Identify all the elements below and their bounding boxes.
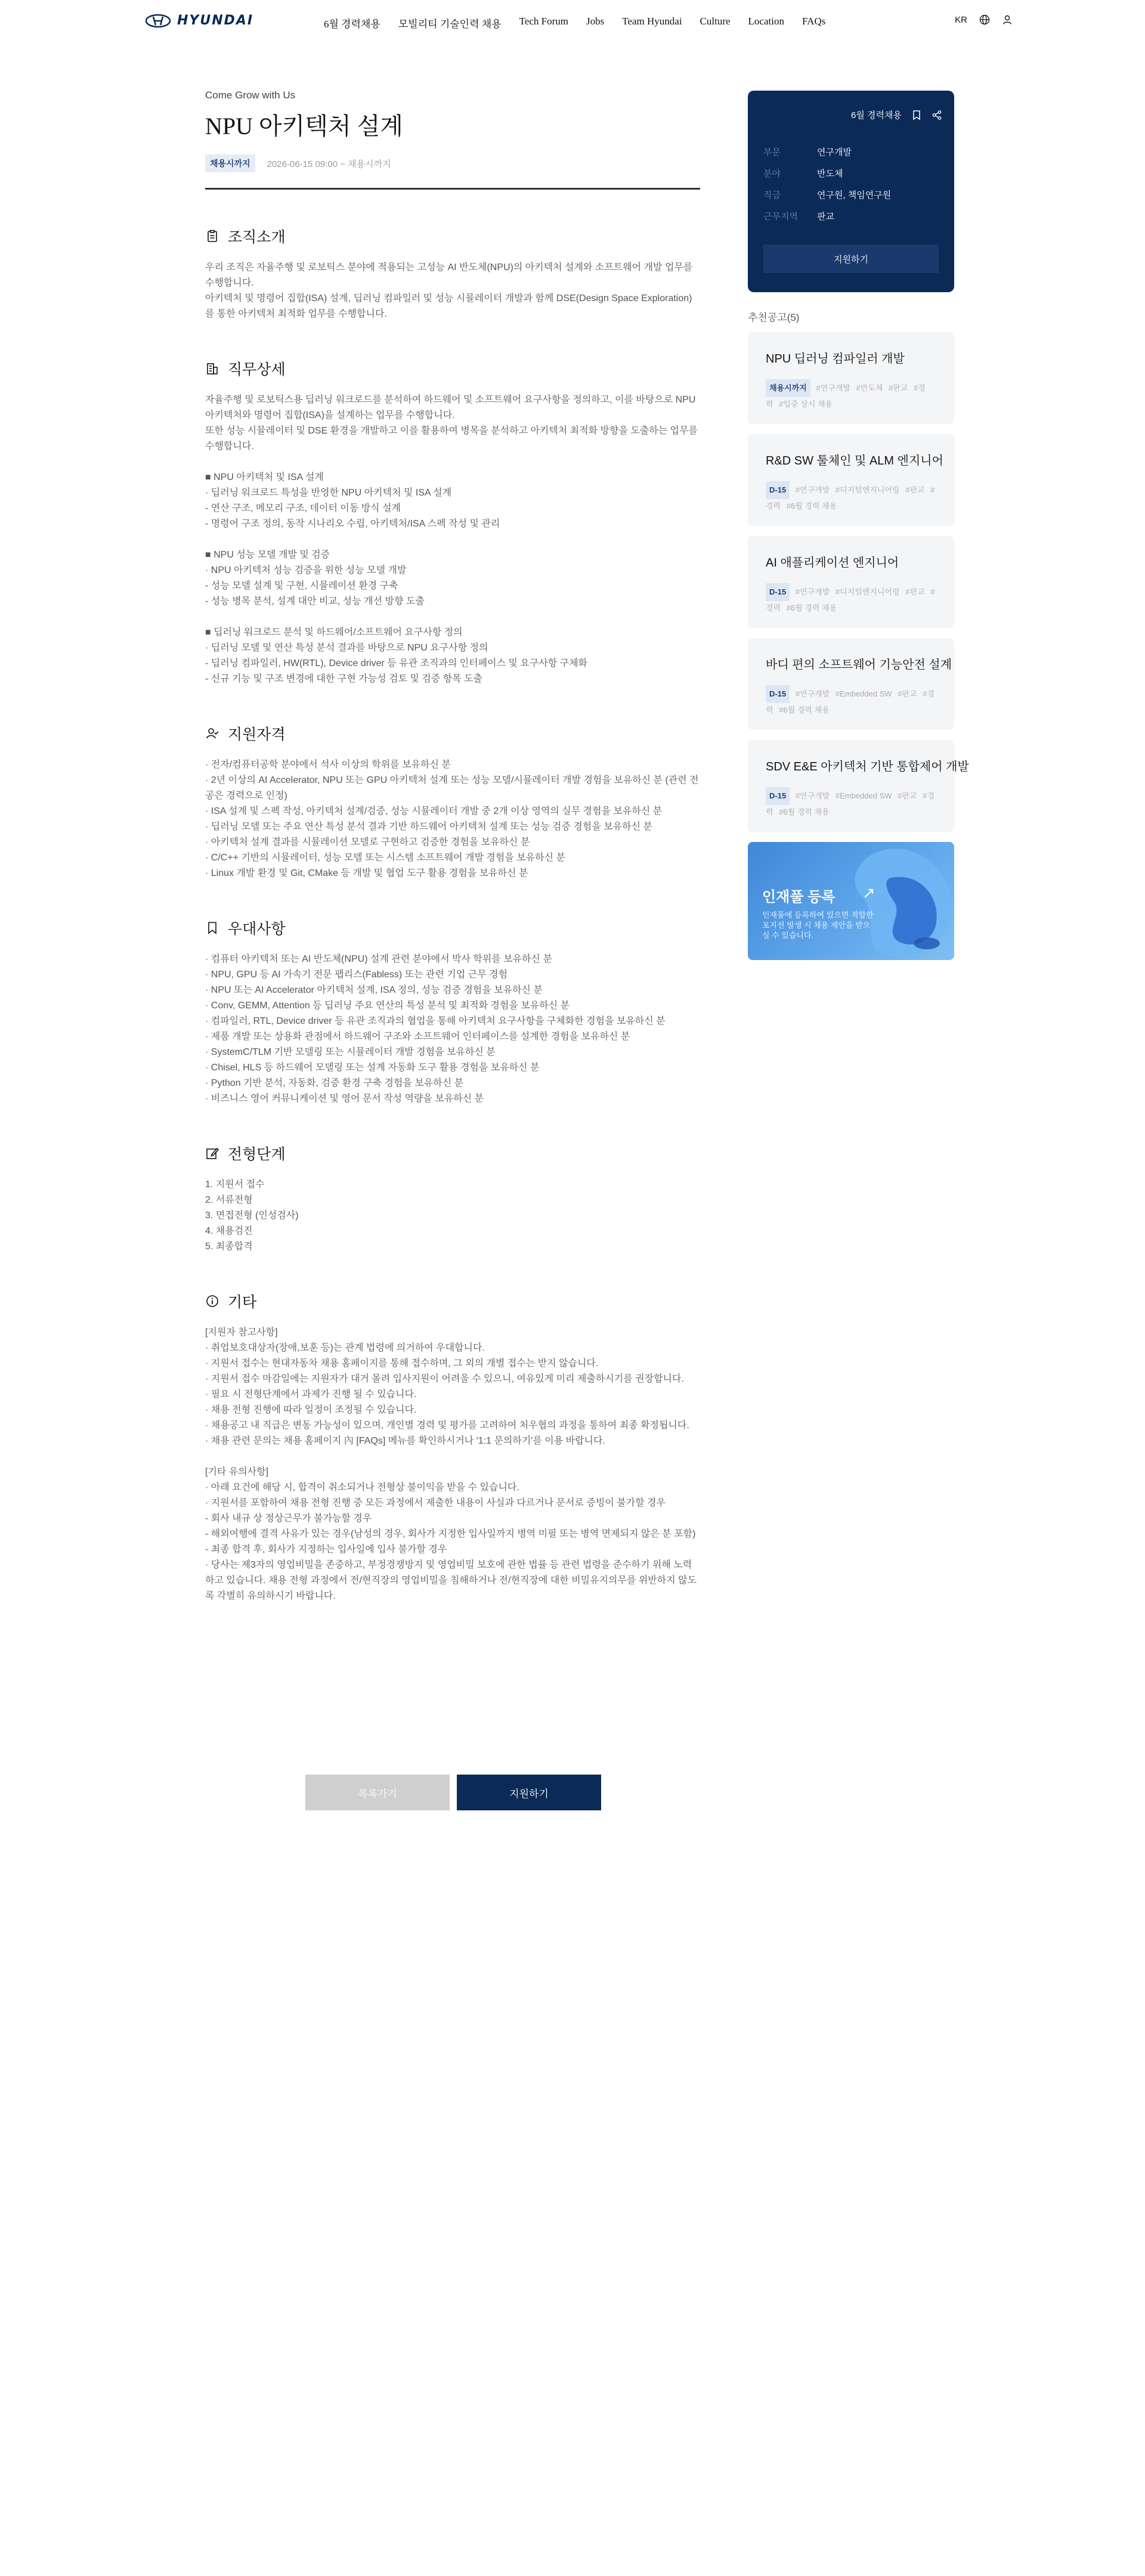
recommended-item[interactable] (748, 638, 954, 730)
recruit-label: 6월 경력채용 (851, 110, 902, 120)
info-key: 근무지역 (763, 211, 798, 222)
share-icon[interactable] (932, 110, 942, 120)
hashtag: #판교 (905, 587, 925, 596)
logo-wordmark: HYUNDAI (177, 13, 254, 28)
nav-tech-forum[interactable]: Tech Forum (519, 16, 568, 27)
hashtag: #판교 (889, 383, 908, 392)
dday-badge: D-15 (766, 787, 790, 805)
hashtag: #연구개발 (795, 485, 830, 494)
hashtag: #디지털엔지니어링 (835, 587, 900, 596)
section-body: · 컴퓨터 아키텍처 또는 AI 반도체(NPU) 설계 관련 분야에서 박사 학위를 보유하신 분 · NPU, GPU 등 AI 가속기 전문 팹리스(Fabless) 또는 관련 기업 근무 경험 · NPU 또는 AI Accelerator 아키텍처 설계, ISA 정의, 성능 검증 경험을 보유하신 분 · Conv, GEMM, Attention 등 딥러닝 주요 연산의 특성 분석 및 최적화 경험을 보유하신 분 · 컴파일러, RTL, Device driver 등 유관 조직과의 협업을 통해 아키텍처 요구사항을 구체화한 경험을 보유하신 분 · 제품 개발 또는 상용화 관점에서 하드웨어 구조와 소프트웨어 인터페이스를 설계한 경험을 보유하신 분 · SystemC/TLM 기반 모델링 또는 시뮬레이터 개발 경험을 보유하신 분 · Chisel, HLS 등 하드웨어 모델링 또는 설계 자동화 도구 활용 경험을 보유하신 분 · Python 기반 분석, 자동화, 검증 환경 구축 경험을 보유하신 분 · 비즈니스 영어 커뮤니케이션 및 영어 문서 작성 역량을 보유하신 분 (205, 954, 666, 1104)
hashtag: #판교 (905, 485, 925, 494)
hashtag: #경력 (766, 383, 926, 408)
section-header (205, 723, 700, 744)
main-nav (324, 16, 843, 30)
person-icon (205, 726, 219, 741)
nav-jobs[interactable]: Jobs (586, 16, 605, 27)
recommended-title[interactable]: AI 애플리케이션 엔지니어 (766, 556, 899, 569)
nav-location[interactable]: Location (748, 16, 784, 27)
recommended-title[interactable]: SDV E&E 아키텍처 기반 통합제어 개발 (766, 760, 969, 773)
section-header (205, 358, 700, 379)
global-header (0, 0, 1145, 44)
section-title: 지원자격 (228, 727, 286, 743)
banner-title: 인재풀 등록 (762, 889, 835, 905)
clipboard-icon (205, 229, 219, 243)
hashtag: #6월 경력 채용 (779, 705, 830, 714)
dday-badge: D-15 (766, 685, 790, 703)
hashtag: #판교 (898, 689, 917, 698)
recommended-item[interactable] (748, 536, 954, 628)
recommended-title[interactable]: R&D SW 툴체인 및 ALM 엔지니어 (766, 454, 943, 467)
decorative-3d-shape-icon (837, 842, 954, 960)
section-title: 우대사항 (228, 921, 286, 937)
nav-culture[interactable]: Culture (700, 16, 731, 27)
section-title: 기타 (228, 1295, 257, 1311)
recommended-title[interactable]: 바디 편의 소프트웨어 기능안전 설계 (766, 658, 952, 671)
info-row-division (763, 141, 891, 162)
status-badge: 채용시까지 (205, 154, 255, 172)
section-body: 자율주행 및 로보틱스용 딥러닝 워크로드를 분석하여 하드웨어 및 소프트웨어 요구사항을 정의하고, 이를 바탕으로 NPU 아키텍처와 명령어 집합(ISA)을 설계하는 업무를 수행합니다. 또한 성능 시뮬레이터 및 DSE 환경을 개발하고 이를 활용하여 병목을 분석하고 아키텍처 최적화 방향을 도출하는 업무를 수행합니다. ■ NPU 아키텍처 및 ISA 설계 · 딥러닝 워크로드 특성을 반영한 NPU 아키텍처 및 ISA 설계 - 연산 구조, 메모리 구조, 데이터 이동 방식 설계 - 명령어 구조 정의, 동작 시나리오 수립, 아키텍처/ISA 스펙 작성 및 관리 ■ NPU 성능 모델 개발 및 검증 · NPU 아키텍처 성능 검증을 위한 성능 모델 개발 - 성능 모델 설계 및 구현, 시뮬레이션 환경 구축 - 성능 병목 분석, 설계 대안 비교, 성능 개선 방향 도출 ■ 딥러닝 워크로드 분석 및 하드웨어/소프트웨어 요구사항 정의 · 딥러닝 모델 및 연산 특성 분석 결과를 바탕으로 NPU 요구사항 정의 - 딥러닝 컴파일러, HW(RTL), Device driver 등 유관 조직과의 인터페이스 및 요구사항 구체화 - 신규 기능 및 구조 변경에 대한 구현 가능성 검토 및 검증 항목 도출 (205, 395, 698, 684)
info-key: 분야 (763, 168, 781, 179)
section-job-detail (205, 358, 700, 687)
section-etc (205, 1290, 700, 1604)
recommended-tags (766, 685, 936, 717)
section-title: 조직소개 (228, 230, 286, 246)
info-row-level (763, 184, 891, 205)
hashtag: #연구개발 (795, 587, 830, 596)
recommended-label: 추천공고(5) (748, 312, 800, 323)
apply-button[interactable]: 지원하기 (457, 1775, 601, 1810)
section-title: 전형단계 (228, 1147, 286, 1163)
section-header (205, 1290, 700, 1312)
recommended-tags (766, 583, 936, 615)
info-row-location (763, 205, 891, 227)
hashtag: #6월 경력 채용 (786, 501, 837, 510)
job-period: 2026-06-15 09:00 ~ 채용시까지 (267, 159, 391, 169)
talent-pool-banner[interactable] (748, 842, 954, 960)
recommended-title[interactable]: NPU 딥러닝 컴파일러 개발 (766, 352, 905, 366)
hashtag: #경력 (766, 791, 934, 816)
section-preferred (205, 917, 700, 1107)
info-value: 연구원, 책임연구원 (817, 190, 892, 200)
dday-badge: D-15 (766, 583, 790, 601)
info-key: 부문 (763, 147, 781, 157)
bookmark-icon[interactable] (911, 110, 922, 120)
globe-icon[interactable] (979, 14, 990, 25)
edit-icon (205, 1146, 219, 1160)
info-icon (205, 1294, 219, 1308)
recommended-item[interactable] (748, 740, 969, 832)
job-meta (205, 154, 700, 190)
job-summary-card (748, 91, 954, 292)
hashtag: #경력 (766, 485, 935, 510)
hashtag: #경력 (766, 587, 935, 612)
hashtag: #입중 상시 채용 (779, 400, 833, 408)
hashtag: #연구개발 (795, 689, 830, 698)
hashtag: #Embedded SW (835, 791, 892, 800)
nav-team-hyundai[interactable]: Team Hyundai (622, 16, 682, 27)
nav-mobility-tech[interactable]: 모빌리티 기술인력 채용 (398, 18, 502, 30)
building-icon (205, 361, 219, 376)
job-title: NPU 아키텍처 설계 (205, 113, 403, 140)
card-apply-button[interactable]: 지원하기 (763, 244, 939, 273)
section-header (205, 917, 700, 939)
recommended-item[interactable] (748, 434, 954, 526)
recommended-tags (766, 481, 936, 513)
recommended-tags (766, 379, 936, 411)
hyundai-emblem-icon (145, 14, 171, 28)
header-utilities (955, 14, 1013, 25)
info-value: 반도체 (817, 168, 843, 179)
status-badge: 채용시까지 (766, 379, 810, 397)
card-info-rows (763, 141, 891, 227)
info-key: 직급 (763, 190, 781, 200)
hashtag: #경력 (766, 689, 934, 714)
hashtag: #반도체 (856, 383, 883, 392)
nav-faqs[interactable]: FAQs (802, 16, 826, 27)
language-toggle[interactable]: KR (955, 14, 967, 25)
user-icon[interactable] (1002, 14, 1013, 25)
sidebar (748, 91, 969, 960)
info-value: 판교 (817, 211, 834, 222)
job-eyebrow: Come Grow with Us (205, 89, 296, 101)
card-top (851, 109, 942, 121)
section-body: · 전자/컴퓨터공학 분야에서 석사 이상의 학위를 보유하신 분 · 2년 이상의 AI Accelerator, NPU 또는 GPU 아키텍처 설계 또는 성능 모델/시뮬레이터 개발 경험을 보유하신 분 (관련 전공은 경력으로 인정) · ISA 설계 및 스펙 작성, 아키텍처 설계/검증, 성능 시뮬레이터 개발 중 2개 이상 영역의 실무 경험을 보유하신 분 · 딥러닝 모델 또는 주요 연산 특성 분석 결과 기반 하드웨어 아키텍처 설계 또는 성능 검증 경험을 보유하신 분 · 아키텍처 설계 결과를 시뮬레이션 모델로 구현하고 검증한 경험을 보유하신 분 · C/C++ 기반의 시뮬레이터, 성능 모델 또는 시스템 소프트웨어 개발 경험을 보유하신 분 · Linux 개발 환경 및 Git, CMake 등 개발 및 협업 도구 활용 경험을 보유하신 분 (205, 760, 699, 878)
section-body: 1. 지원서 접수 2. 서류전형 3. 면접전형 (인성검사) 4. 채용검진 5. 최종합격 (205, 1179, 299, 1252)
nav-june-career[interactable]: 6월 경력채용 (324, 18, 380, 30)
hashtag: #디지털엔지니어링 (835, 485, 900, 494)
hashtag: #연구개발 (795, 791, 830, 800)
section-process (205, 1143, 700, 1255)
info-row-field (763, 162, 891, 184)
section-title: 직무상세 (228, 362, 286, 378)
section-header (205, 225, 700, 247)
hashtag: #6월 경력 채용 (786, 603, 837, 612)
section-qualifications (205, 723, 700, 881)
dday-badge: D-15 (766, 481, 790, 499)
info-value: 연구개발 (817, 147, 852, 157)
section-body: [지원자 참고사항] · 취업보호대상자(장애,보훈 등)는 관계 법령에 의거하여 우대합니다. · 지원서 접수는 현대자동차 채용 홈페이지를 통해 접수하며, 그 외의 개별 접수는 받지 않습니다. · 지원서 접수 마감일에는 지원자가 대거 몰려 입사지원이 어려울 수 있으니, 여유있게 미리 제출하시기를 권장합니다. · 필요 시 전형단계에서 과제가 진행 될 수 있습니다. · 채용 전형 진행에 따라 일정이 조정될 수 있습니다. · 채용공고 내 직급은 변동 가능성이 있으며, 개인별 경력 및 평가를 고려하여 처우협의 과정을 통하여 최종 확정됩니다. · 채용 관련 문의는 채용 홈페이지 內 [FAQs] 메뉴를 확인하시거나 '1:1 문의하기'를 이용 바랍니다. [기타 유의사항] · 아래 요건에 해당 시, 합격이 취소되거나 전형상 불이익을 받을 수 있습니다. · 지원서를 포함하여 채용 전형 진행 중 모든 과정에서 제출한 내용이 사실과 다르거나 문서로 증빙이 불가할 경우 - 회사 내규 상 정상근무가 불가능할 경우 - 해외여행에 결격 사유가 있는 경우(남성의 경우, 회사가 지정한 입사일까지 병역 미필 또는 병역 면제되지 않은 분 포함) - 최종 합격 후, 회사가 지정하는 입사일에 입사 불가할 경우 · 당사는 제3자의 영업비밀을 존중하고, 부정경쟁방지 및 영업비밀 보호에 관한 법률 등 관련 법령을 준수하기 위해 노력하고 있습니다. 채용 전형 과정에서 전/현직장의 영업비밀을 침해하거나 전/현직장에 대한 비밀유지의무를 위반하지 않도록 각별히 유의하시기 바랍니다. (205, 1327, 697, 1601)
back-to-list-button[interactable]: 목록가기 (305, 1775, 450, 1810)
recommended-tags (766, 787, 936, 819)
job-detail (205, 89, 700, 1604)
hashtag: #연구개발 (816, 383, 850, 392)
section-body: 우리 조직은 자율주행 및 로보틱스 분야에 적용되는 고성능 AI 반도체(NPU)의 아키텍처 설계와 소프트웨어 개발 업무를 수행합니다. 아키텍처 및 명령어 집합(ISA) 설계, 딥러닝 컴파일러 및 성능 시뮬레이터 개발과 함께 DSE(Design Space Exploration)를 통한 아키텍처 최적화 업무를 수행합니다. (205, 262, 693, 319)
recommended-item[interactable] (748, 332, 954, 424)
section-header (205, 1143, 700, 1164)
bookmark-icon (205, 921, 219, 935)
hashtag: #Embedded SW (835, 689, 892, 698)
hashtag: #판교 (898, 791, 917, 800)
banner-description: 인재풀에 등록하여 있으면 적합한 포지션 발생 시 채용 제안을 받으실 수 있습니다. (762, 911, 874, 940)
arrow-up-right-icon: ↗ (862, 884, 875, 902)
section-org-intro (205, 225, 700, 322)
hyundai-logo[interactable] (145, 13, 253, 28)
bottom-actions (305, 1775, 601, 1810)
hashtag: #6월 경력 채용 (779, 807, 830, 816)
